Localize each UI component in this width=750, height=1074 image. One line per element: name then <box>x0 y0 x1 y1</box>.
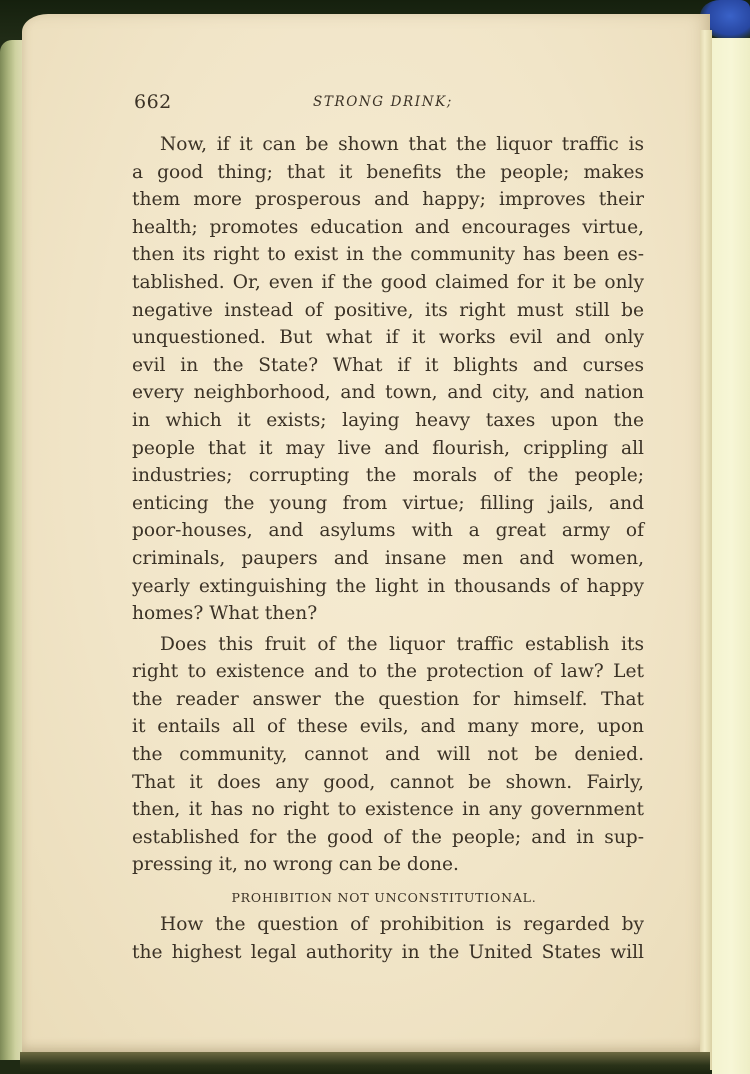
paragraph-2 <box>132 631 644 879</box>
text-line: That it does any good, cannot be shown. Fairly, <box>132 771 644 793</box>
text-line: the reader answer the question for himself. That <box>132 688 644 710</box>
text-line: established for the good of the people; and in sup- <box>132 826 644 848</box>
text-line: evil in the State? What if it blights and curses <box>132 354 644 376</box>
paragraph-3 <box>132 911 644 966</box>
text-line: health; promotes education and encourages virtue, <box>132 216 644 238</box>
page-number: 662 <box>134 91 172 113</box>
text-line: then its right to exist in the community has been es- <box>132 244 644 266</box>
text-line: enticing the young from virtue; filling jails, and <box>132 492 644 514</box>
running-head <box>132 85 644 123</box>
text-line: negative instead of positive, its right must still be <box>132 299 644 321</box>
paragraph-1 <box>132 131 644 628</box>
text-line: unquestioned. But what if it works evil and only <box>132 327 644 349</box>
page-gutter <box>700 30 712 1070</box>
text-line: Does this fruit of the liquor traffic establish its <box>160 633 644 655</box>
text-line: the community, cannot and will not be denied. <box>132 744 644 766</box>
section-heading: PROHIBITION NOT UNCONSTITUTIONAL. <box>231 890 537 906</box>
text-line: in which it exists; laying heavy taxes upon the <box>132 409 644 431</box>
text-line: poor-houses, and asylums with a great army of <box>132 520 644 542</box>
facing-page-edge <box>712 38 750 1074</box>
text-line: every neighborhood, and town, and city, and nation <box>132 382 644 404</box>
text-line: industries; corrupting the morals of the people; <box>132 465 644 487</box>
text-line: the highest legal authority in the United States will <box>132 941 644 963</box>
text-line: How the question of prohibition is regarded by <box>160 914 644 936</box>
background-bottom <box>20 1052 710 1074</box>
page-text <box>132 85 644 966</box>
text-line: them more prosperous and happy; improves their <box>132 189 644 211</box>
text-line: right to existence and to the protection of law? Let <box>132 661 644 683</box>
running-title: STRONG DRINK; <box>313 94 453 110</box>
text-line: tablished. Or, even if the good claimed for it be only <box>132 271 644 293</box>
text-line: criminals, paupers and insane men and women, <box>132 547 644 569</box>
text-line: homes? What then? <box>132 603 318 625</box>
text-line: then, it has no right to existence in any government <box>132 799 644 821</box>
text-line: pressing it, no wrong can be done. <box>132 854 459 876</box>
text-line: yearly extinguishing the light in thousands of happy <box>132 575 644 597</box>
text-line: a good thing; that it benefits the people; makes <box>132 161 644 183</box>
text-line: Now, if it can be shown that the liquor traffic is <box>160 134 644 155</box>
text-line: it entails all of these evils, and many more, upon <box>132 716 644 738</box>
text-line: people that it may live and flourish, crippling all <box>132 437 644 459</box>
